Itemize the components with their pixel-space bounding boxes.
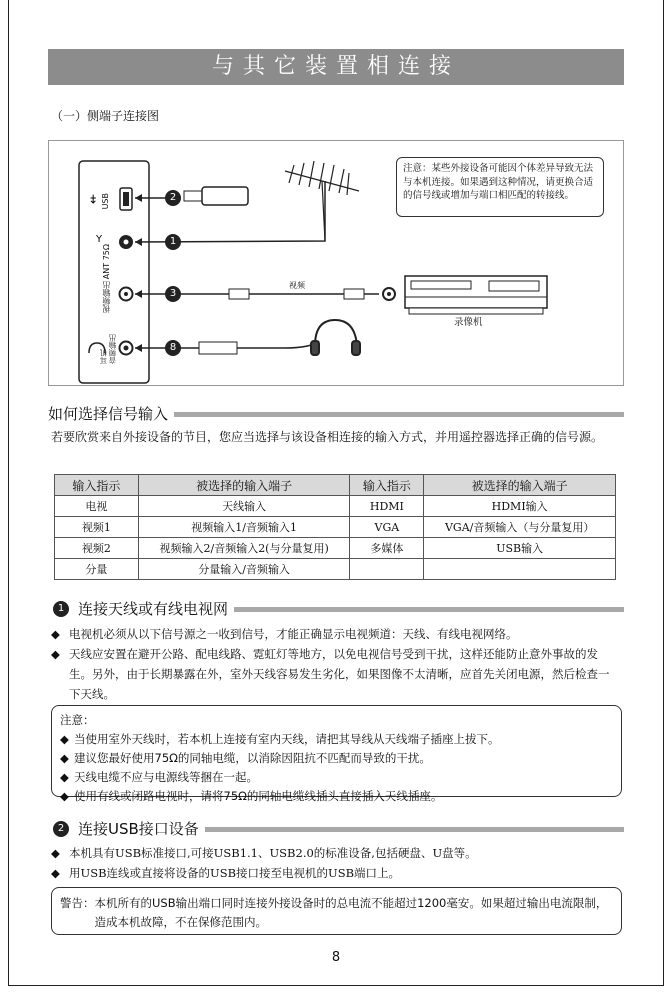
usb-stick-icon bbox=[202, 187, 248, 205]
list-item-text: 用USB连线或直接将设备的USB接口接至电视机的USB端口上。 bbox=[69, 866, 401, 880]
bullet-diamond-icon: ◆ bbox=[51, 866, 60, 880]
bullet-diamond-icon: ◆ bbox=[51, 647, 60, 661]
table-header: 输入指示 bbox=[350, 475, 424, 496]
table-cell: 视频1 bbox=[55, 517, 139, 538]
table-cell: 分量输入/音频输入 bbox=[138, 559, 350, 580]
table-header: 输入指示 bbox=[55, 475, 139, 496]
table-cell: VGA bbox=[350, 517, 424, 538]
table-cell: HDMI输入 bbox=[424, 496, 616, 517]
section-rule bbox=[174, 412, 624, 417]
table-cell bbox=[424, 559, 616, 580]
table-row bbox=[55, 496, 616, 517]
section-select-input-heading: 如何选择信号输入 bbox=[48, 405, 169, 423]
recorder-label: 录像机 bbox=[454, 317, 483, 328]
table-row bbox=[55, 538, 616, 559]
page-number: 8 bbox=[331, 950, 341, 965]
bullet-diamond-icon: ◆ bbox=[60, 770, 69, 784]
section-usb-title bbox=[53, 818, 624, 839]
page-title: 与其它装置相连接 bbox=[48, 49, 624, 85]
callout-8: 8 bbox=[165, 340, 181, 356]
select-input-paragraph: 若要欣赏来自外接设备的节目，您应当选择与该设备相连接的输入方式，并用遥控器选择正确的信号源。 bbox=[51, 430, 604, 444]
antenna-bullets bbox=[51, 624, 617, 704]
table-row bbox=[55, 517, 616, 538]
section-rule bbox=[205, 827, 624, 832]
headphones-icon bbox=[311, 320, 360, 355]
usb-warning-box bbox=[51, 887, 622, 935]
section-number-badge: 1 bbox=[53, 601, 69, 617]
list-item bbox=[51, 863, 617, 883]
antenna-note-box bbox=[51, 705, 622, 803]
antenna-symbol-icon: Y bbox=[95, 234, 103, 245]
section-usb-heading: 连接USB接口设备 bbox=[78, 820, 199, 838]
port-label-ant: ANT 75Ω bbox=[102, 244, 111, 280]
warning-label: 警告： bbox=[60, 896, 95, 910]
callout-1: 1 bbox=[165, 234, 181, 250]
input-table bbox=[54, 474, 616, 580]
earphone-port-icon bbox=[124, 346, 129, 351]
video-recorder-icon bbox=[405, 276, 547, 314]
list-item-text: 本机具有USB标准接口,可接USB1.1、USB2.0的标准设备,包括硬盘、U盘等。 bbox=[69, 846, 477, 860]
table-cell: 视频输入1/音频输入1 bbox=[138, 517, 350, 538]
table-cell: 视频2 bbox=[55, 538, 139, 559]
list-item bbox=[51, 624, 617, 644]
ant-port-icon bbox=[124, 240, 129, 245]
section-select-input-title bbox=[48, 403, 624, 424]
table-header: 被选择的输入端子 bbox=[138, 475, 350, 496]
table-cell: 电视 bbox=[55, 496, 139, 517]
bullet-diamond-icon: ◆ bbox=[60, 789, 69, 803]
table-header: 被选择的输入端子 bbox=[424, 475, 616, 496]
list-item-text: 电视机必须从以下信号源之一收到信号，才能正确显示电视频道：天线、有线电视网络。 bbox=[69, 627, 518, 641]
bullet-diamond-icon: ◆ bbox=[51, 846, 60, 860]
diagram-note: 注意：某些外接设备可能因个体差异导致无法与本机连接。如果遇到这种情况，请更换合适的信号线或增加与端口相匹配的转接线。 bbox=[396, 157, 604, 217]
callout-3: 3 bbox=[165, 286, 181, 302]
diagram-subheading: （一）侧端子连接图 bbox=[51, 109, 160, 123]
usb-bullets bbox=[51, 843, 617, 883]
list-item bbox=[60, 768, 613, 787]
list-item bbox=[60, 749, 613, 768]
section-antenna-title bbox=[53, 598, 624, 619]
port-label-usb: USB bbox=[101, 193, 110, 210]
table-cell: VGA/音频输入（与分量复用） bbox=[424, 517, 616, 538]
table-cell bbox=[350, 559, 424, 580]
table-cell: HDMI bbox=[350, 496, 424, 517]
video-out-port-icon bbox=[124, 292, 128, 296]
list-item-text: 建议您最好使用75Ω的同轴电缆，以消除因阻抗不匹配而导致的干扰。 bbox=[74, 751, 431, 765]
list-item bbox=[51, 843, 617, 863]
list-item-text: 天线电缆不应与电源线等捆在一起。 bbox=[74, 770, 258, 784]
list-item-text: 天线应安置在避开公路、配电线路、霓虹灯等地方，以免电视信号受到干扰，这样还能防止意外事故的发生。另外，由于长期暴露在外，室外天线容易发生劣化，如果图像不太清晰，应首先关闭电源，然后检查一下天线。 bbox=[69, 647, 610, 701]
list-item bbox=[60, 787, 613, 806]
cable-label: 视频 bbox=[289, 281, 305, 290]
section-rule bbox=[234, 607, 624, 612]
list-item-text: 使用有线或闭路电视时，请将75Ω的同轴电缆线插头直接插入天线插座。 bbox=[74, 789, 443, 803]
bullet-diamond-icon: ◆ bbox=[60, 732, 69, 746]
table-header-row bbox=[55, 475, 616, 496]
table-row bbox=[55, 559, 616, 580]
section-antenna-heading: 连接天线或有线电视网 bbox=[78, 600, 229, 618]
usb-symbol-icon: ⇷ bbox=[86, 193, 100, 205]
note-title: 注意： bbox=[60, 713, 95, 727]
port-label-earphone: 耳机 音频输出 bbox=[99, 334, 117, 364]
bullet-diamond-icon: ◆ bbox=[60, 751, 69, 765]
list-item bbox=[60, 730, 613, 749]
table-cell: 分量 bbox=[55, 559, 139, 580]
section-number-badge: 2 bbox=[53, 821, 69, 837]
table-cell: 视频输入2/音频输入2(与分量复用) bbox=[138, 538, 350, 559]
table-cell: 多媒体 bbox=[350, 538, 424, 559]
port-label-video-out: 视频输出 bbox=[102, 281, 111, 313]
outdoor-antenna-icon bbox=[285, 161, 359, 241]
table-cell: 天线输入 bbox=[138, 496, 350, 517]
list-item bbox=[51, 644, 617, 704]
bullet-diamond-icon: ◆ bbox=[51, 627, 60, 641]
table-cell: USB输入 bbox=[424, 538, 616, 559]
warning-text: 本机所有的USB输出端口同时连接外接设备时的总电流不能超过1200毫安。如果超过输出电流限制，造成本机故障，不在保修范围内。 bbox=[94, 896, 608, 929]
callout-2: 2 bbox=[165, 190, 181, 206]
list-item-text: 当使用室外天线时，若本机上连接有室内天线，请把其导线从天线端子插座上拔下。 bbox=[74, 732, 500, 746]
